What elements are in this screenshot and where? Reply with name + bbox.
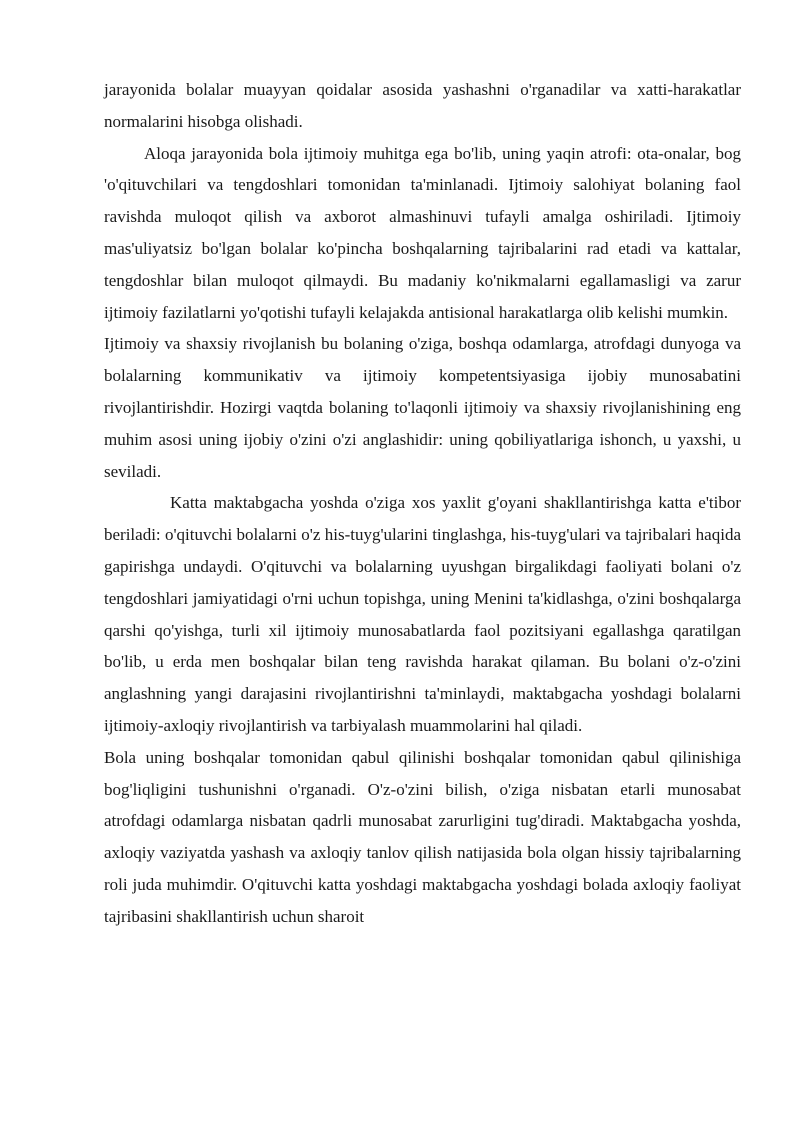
paragraph-4: Katta maktabgacha yoshda o'ziga xos yaxlit g'oyani shakllantirishga katta e'tibor beriladi: o'qituvchi bolalarni o'z his-tuyg'ularini tinglashga, his-tuyg'ulari va tajribalari haqida gapirishga undaydi. O'qituvchi va bolalarning uyushgan birgalikdagi faoliyati bolani o'z tengdoshlari jamiyatidagi o'rni uchun topishga, uning Menini ta'kidlashga, o'zini boshqalarga qarshi qo'yishga, turli xil ijtimoiy munosabatlarda faol pozitsiyani egallashga qaratilgan bo'lib, u erda men boshqalar bilan teng ravishda harakat qilaman. Bu bolani o'z-o'zini anglashning yangi darajasini rivojlantirishni ta'minlaydi, maktabgacha yoshdagi bolalarni ijtimoiy-axloqiy rivojlantirish va tarbiyalash muammolarini hal qiladi. [104,493,741,735]
paragraph-5: Bola uning boshqalar tomonidan qabul qilinishi boshqalar tomonidan qabul qilinishiga bog'liqligini tushunishni o'rganadi. O'z-o'zini bilish, o'ziga nisbatan etarli munosabat atrofdagi odamlarga nisbatan qadrli munosabat zarurligini tug'diradi. Maktabgacha yoshda, axloqiy vaziyatda yashash va axloqiy tanlov qilish natijasida bola olgan hissiy tajribalarning roli juda muhimdir. O'qituvchi katta yoshdagi maktabgacha yoshdagi bolada axloqiy faoliyat tajribasini shakllantirish uchun sharoit [104,747,741,926]
paragraph-2: Aloqa jarayonida bola ijtimoiy muhitga ega bo'lib, uning yaqin atrofi: ota-onalar, bog 'o'qituvchilari va tengdoshlari tomonidan ta'minlanadi. Ijtimoiy salohiyat bolaning faol ravishda muloqot qilish va axborot almashinuvi tufayli amalga oshiriladi. Ijtimoiy mas'uliyatsiz bo'lgan bolalar ko'pincha boshqalarning tajribalarini rad etadi va kattalar, tengdoshlar bilan muloqot qilmaydi. Bu madaniy ko'nikmalarni egallamasligi va zarur ijtimoiy fazilatlarni yo'qotishi tufayli kelajakda antisional harakatlarga olib kelishi mumkin. [104,143,741,322]
paragraph-1: jarayonida bolalar muayyan qoidalar asosida yashashni o'rganadilar va xatti-harakatlar normalarini hisobga olishadi. [104,80,741,131]
paragraph-3: Ijtimoiy va shaxsiy rivojlanish bu bolaning o'ziga, boshqa odamlarga, atrofdagi dunyoga va bolalarning kommunikativ va ijtimoiy kompetentsiyasiga ijobiy munosabatini rivojlantirishdir. Hozirgi vaqtda bolaning to'laqonli ijtimoiy va shaxsiy rivojlanishining eng muhim asosi uning ijobiy o'zini o'zi anglashidir: uning qobiliyatlariga ishonch, u yaxshi, u seviladi. [104,334,741,481]
document-page [104,74,741,933]
